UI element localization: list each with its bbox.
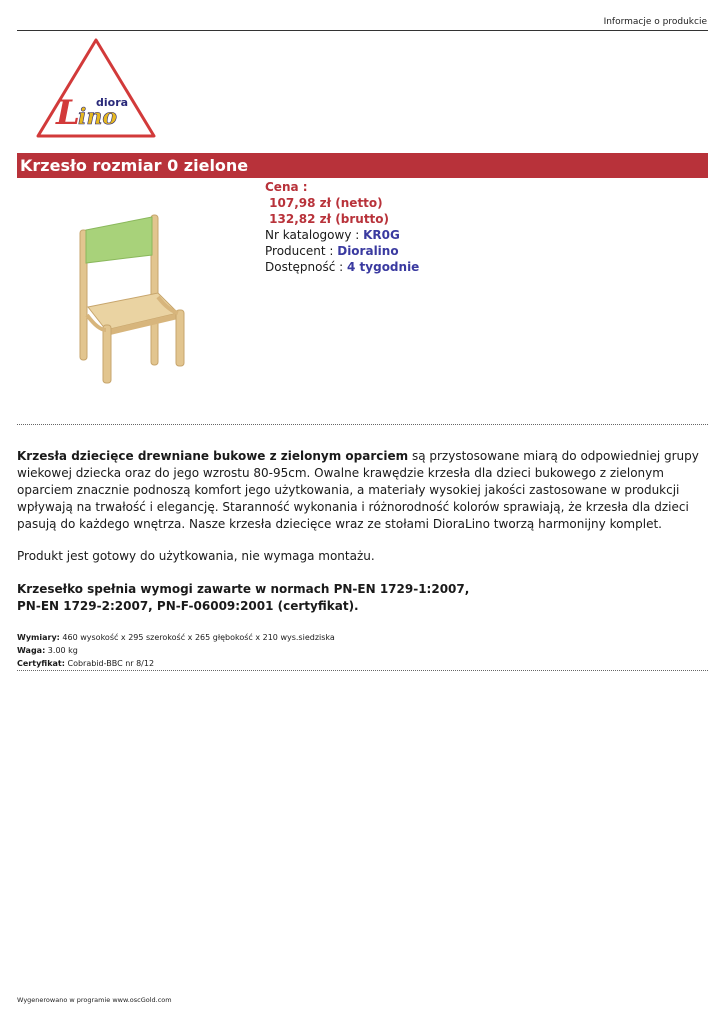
- producer-value: Dioralino: [337, 244, 399, 258]
- section-divider: [17, 424, 708, 425]
- availability-label: Dostępność :: [265, 260, 348, 274]
- specs-divider: [17, 670, 708, 671]
- description: [17, 448, 707, 533]
- svg-text:diora: diora: [96, 96, 129, 109]
- price-label: Cena :: [265, 180, 308, 194]
- spec-dimensions-label: Wymiary:: [17, 633, 60, 642]
- spec-certificate-value: Cobrabid-BBC nr 8/12: [64, 659, 155, 668]
- availability-row: [265, 259, 419, 275]
- standards-line-2: PN-EN 1729-2:2007, PN-F-06009:2001 (certyfikat).: [17, 599, 359, 613]
- diora-lino-logo: [34, 36, 158, 142]
- description-body: są przystosowane miarą do odpowiedniej grupy wiekowej dziecka oraz do jego wzrostu 80-95cm. Owalne krawędzie krzesła dla dzieci bukowego z zielonym oparciem znacznie podnoszą komfort jego użytkowania, a materiały wysokiej jakości zastosowane w produkcji wpływają na trwałość i elegancję. Staranność wykonania i różnorodność kolorów sprawiają, że krzesła dla dzieci pasują do każdego wnętrza. Nasze krzesła dziecięce wraz ze stołami DioraLino tworzą harmonijny komplet.: [17, 449, 699, 531]
- footer-text: Wygenerowano w programie www.oscGold.com: [17, 996, 172, 1004]
- price-gross: 132,82 zł (brutto): [265, 212, 390, 226]
- description-lead: Krzesła dziecięce drewniane bukowe z zielonym oparciem: [17, 449, 409, 463]
- catalog-label: Nr katalogowy :: [265, 228, 364, 242]
- product-image: [28, 185, 256, 413]
- header-divider: [17, 30, 708, 31]
- catalog-row: [265, 227, 419, 243]
- spec-certificate: [17, 657, 335, 670]
- spec-weight-value: 3.00 kg: [45, 646, 78, 655]
- producer-label: Producent :: [265, 244, 338, 258]
- availability-value: 4 tygodnie: [347, 260, 420, 274]
- price-net: 107,98 zł (netto): [265, 196, 383, 210]
- svg-text:ino: ino: [78, 104, 118, 130]
- spec-dimensions-value: 460 wysokość x 295 szerokość x 265 głębokość x 210 wys.siedziska: [59, 633, 335, 642]
- spec-weight-label: Waga:: [17, 646, 46, 655]
- assembly-note: Produkt jest gotowy do użytkowania, nie wymaga montażu.: [17, 549, 375, 563]
- spec-dimensions: [17, 631, 335, 644]
- catalog-value: KR0G: [363, 228, 400, 242]
- standards-line-1: Krzesełko spełnia wymogi zawarte w normach PN-EN 1729-1:2007,: [17, 582, 470, 596]
- svg-text:L: L: [56, 93, 80, 133]
- header-label: Informacje o produkcie: [603, 17, 707, 27]
- product-title: Krzesło rozmiar 0 zielone: [17, 153, 708, 178]
- spec-weight: [17, 644, 335, 657]
- producer-row: [265, 243, 419, 259]
- spec-certificate-label: Certyfikat:: [17, 659, 65, 668]
- product-info: [265, 179, 419, 275]
- standards-note: [17, 581, 469, 615]
- specs: [17, 631, 335, 670]
